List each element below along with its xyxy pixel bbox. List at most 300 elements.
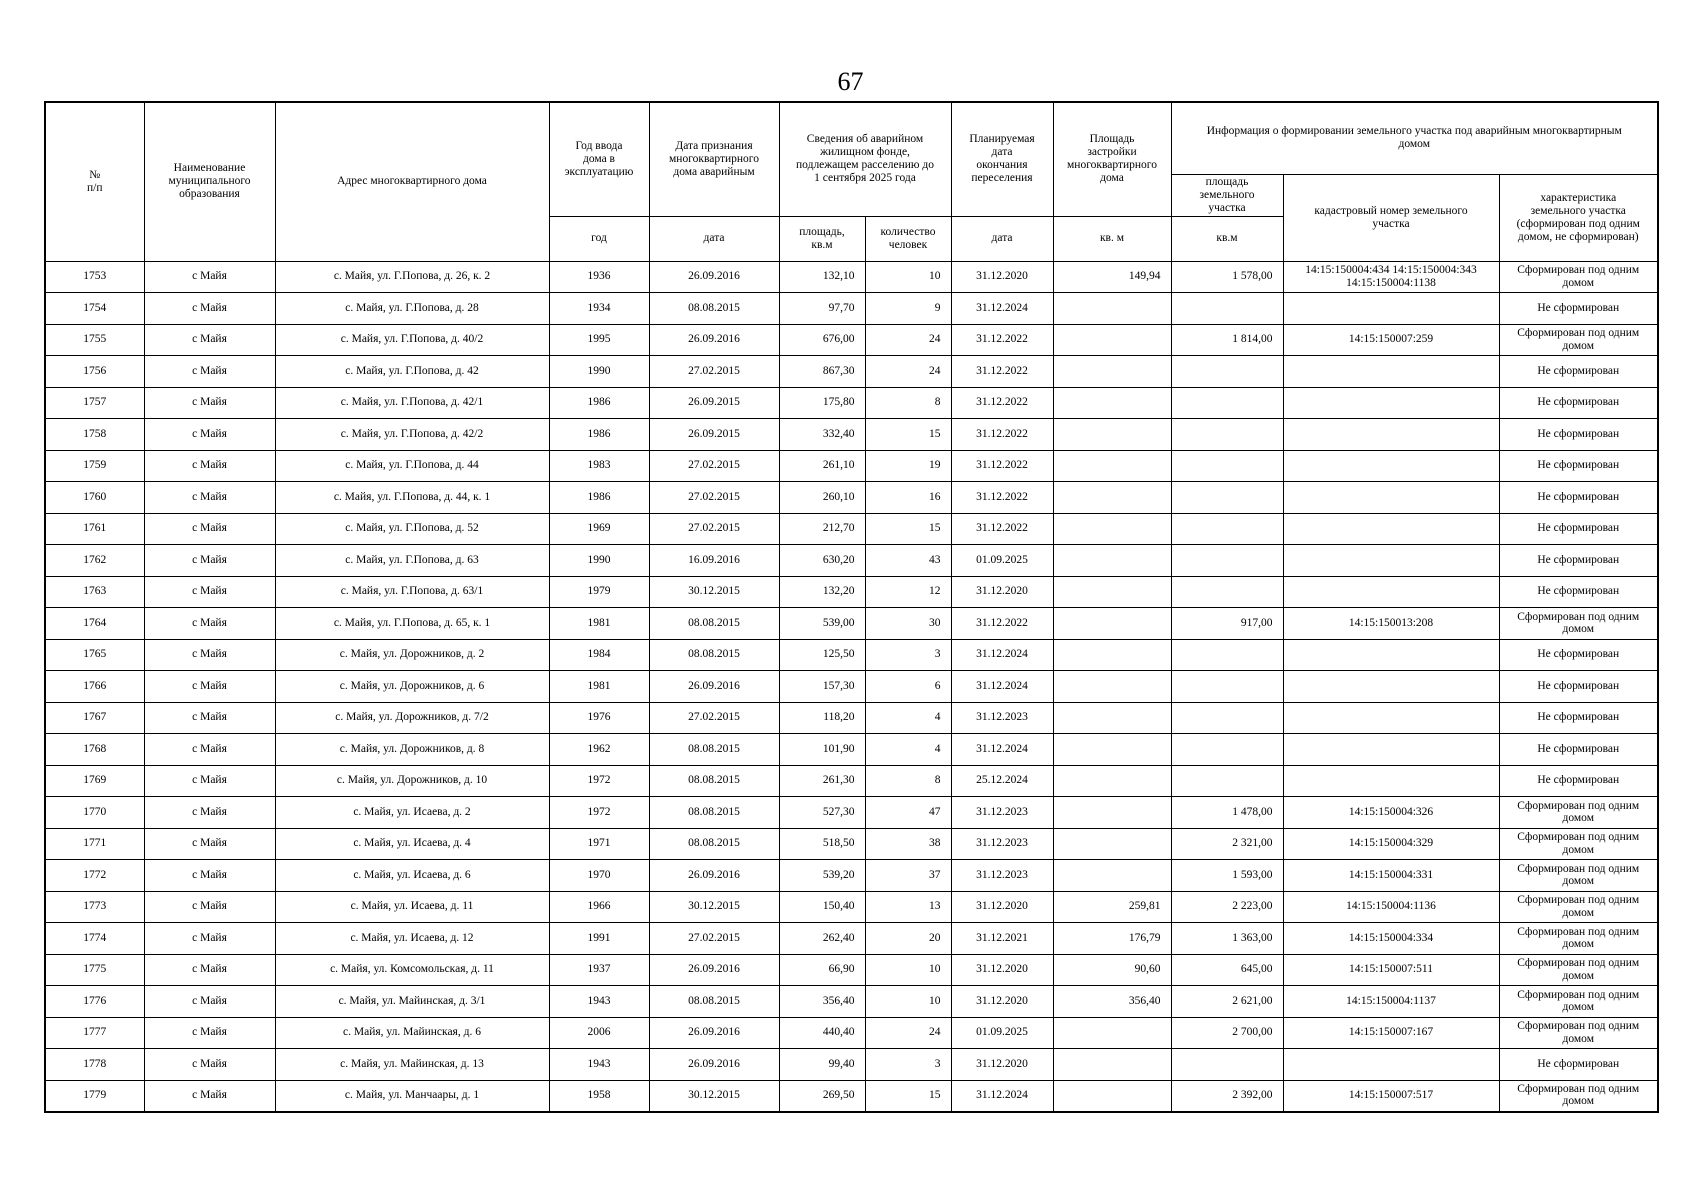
cell-num: 1757: [45, 387, 144, 419]
cell-address: с. Майя, ул. Г.Попова, д. 44: [275, 450, 549, 482]
header-row-1: [45, 102, 1658, 174]
cell-land-area: [1171, 734, 1283, 766]
table-row: [45, 324, 1658, 356]
cell-address: с. Майя, ул. Г.Попова, д. 63/1: [275, 576, 549, 608]
cell-land-status: [1499, 986, 1658, 1018]
cell-address: с. Майя, ул. Дорожников, д. 2: [275, 639, 549, 671]
cell-building-area: [1053, 860, 1171, 892]
cell-cadastral: [1283, 513, 1499, 545]
cell-num: 1769: [45, 765, 144, 797]
table-row: [45, 891, 1658, 923]
cell-people: 47: [865, 797, 951, 829]
table-row: [45, 765, 1658, 797]
cell-num: 1763: [45, 576, 144, 608]
cell-num: 1771: [45, 828, 144, 860]
cell-year: 1971: [549, 828, 649, 860]
cell-num: 1758: [45, 419, 144, 451]
cell-building-area: [1053, 419, 1171, 451]
cell-address: с. Майя, ул. Дорожников, д. 6: [275, 671, 549, 703]
cell-planned-date: 31.12.2024: [951, 1080, 1053, 1112]
cell-address: с. Майя, ул. Г.Попова, д. 65, к. 1: [275, 608, 549, 640]
table-row: [45, 387, 1658, 419]
cell-municipality: с Майя: [144, 419, 275, 451]
cell-people: 4: [865, 734, 951, 766]
cell-land-area: [1171, 293, 1283, 325]
cell-cadastral: [1283, 356, 1499, 388]
land-status-text: Сформирован под одним домом: [1517, 327, 1640, 352]
cell-area: 132,20: [779, 576, 865, 608]
cell-land-status: [1499, 576, 1658, 608]
cell-land-area: 2 700,00: [1171, 1017, 1283, 1049]
cell-planned-date: 31.12.2020: [951, 891, 1053, 923]
cell-area: 356,40: [779, 986, 865, 1018]
cell-recognition-date: 08.08.2015: [649, 608, 779, 640]
cell-planned-date: 31.12.2020: [951, 1049, 1053, 1081]
table-row: [45, 828, 1658, 860]
header-address: Адрес многоквартирного дома: [275, 102, 549, 261]
cell-recognition-date: 08.08.2015: [649, 828, 779, 860]
cell-address: с. Майя, ул. Исаева, д. 4: [275, 828, 549, 860]
land-status-text: Не сформирован: [1537, 427, 1620, 440]
header-land-status: характеристика земельного участка (сформирован под одним домом, не сформирован): [1499, 174, 1658, 261]
cell-num: 1755: [45, 324, 144, 356]
cell-building-area: 90,60: [1053, 954, 1171, 986]
cell-area: 157,30: [779, 671, 865, 703]
land-status-text: Сформирован под одним домом: [1517, 988, 1640, 1013]
cell-cadastral: 14:15:150004:1137: [1283, 986, 1499, 1018]
cell-land-status: [1499, 734, 1658, 766]
cell-people: 10: [865, 986, 951, 1018]
cell-land-status: [1499, 639, 1658, 671]
cell-recognition-date: 08.08.2015: [649, 797, 779, 829]
header-land-info: Информация о формировании земельного участка под аварийным многоквартирным домом: [1171, 102, 1658, 174]
land-status-text: Не сформирован: [1537, 711, 1620, 724]
cell-recognition-date: 26.09.2016: [649, 671, 779, 703]
cell-year: 1990: [549, 545, 649, 577]
cell-municipality: с Майя: [144, 608, 275, 640]
cell-year: 1972: [549, 765, 649, 797]
cell-cadastral: [1283, 639, 1499, 671]
cell-planned-date: 31.12.2022: [951, 324, 1053, 356]
cell-land-area: [1171, 482, 1283, 514]
cell-address: с. Майя, ул. Майинская, д. 13: [275, 1049, 549, 1081]
cell-address: с. Майя, ул. Г.Попова, д. 28: [275, 293, 549, 325]
cell-year: 1937: [549, 954, 649, 986]
table-row: [45, 923, 1658, 955]
cell-municipality: с Майя: [144, 923, 275, 955]
cell-land-area: 1 578,00: [1171, 261, 1283, 293]
header-recognition-date: Дата признания многоквартирного дома аварийным: [649, 102, 779, 216]
cell-building-area: 259,81: [1053, 891, 1171, 923]
unit-people: количество человек: [865, 216, 951, 261]
cell-land-status: [1499, 545, 1658, 577]
cell-area: 175,80: [779, 387, 865, 419]
cell-municipality: с Майя: [144, 765, 275, 797]
cell-year: 1970: [549, 860, 649, 892]
housing-table: [44, 101, 1659, 1113]
cell-area: 101,90: [779, 734, 865, 766]
cell-num: 1773: [45, 891, 144, 923]
cell-area: 518,50: [779, 828, 865, 860]
cell-people: 8: [865, 387, 951, 419]
cell-cadastral: [1283, 450, 1499, 482]
cell-recognition-date: 27.02.2015: [649, 923, 779, 955]
cell-recognition-date: 27.02.2015: [649, 702, 779, 734]
cell-address: с. Майя, ул. Г.Попова, д. 42/2: [275, 419, 549, 451]
cell-address: с. Майя, ул. Исаева, д. 6: [275, 860, 549, 892]
cell-planned-date: 31.12.2020: [951, 986, 1053, 1018]
cell-land-status: [1499, 923, 1658, 955]
cell-area: 867,30: [779, 356, 865, 388]
cell-num: 1756: [45, 356, 144, 388]
land-status-text: Не сформирован: [1537, 742, 1620, 755]
land-status-text: Не сформирован: [1537, 522, 1620, 535]
cell-num: 1772: [45, 860, 144, 892]
land-status-text: Сформирован под одним домом: [1517, 925, 1640, 950]
cell-building-area: [1053, 828, 1171, 860]
cell-planned-date: 25.12.2024: [951, 765, 1053, 797]
unit-year: год: [549, 216, 649, 261]
header-num: № п/п: [45, 102, 144, 261]
cell-year: 1958: [549, 1080, 649, 1112]
cell-cadastral: [1283, 765, 1499, 797]
header-building-area: Площадь застройки многоквартирного дома: [1053, 102, 1171, 216]
cell-building-area: [1053, 639, 1171, 671]
cell-land-status: [1499, 387, 1658, 419]
cell-planned-date: 31.12.2023: [951, 828, 1053, 860]
cell-land-status: [1499, 702, 1658, 734]
cell-area: 66,90: [779, 954, 865, 986]
cell-address: с. Майя, ул. Дорожников, д. 10: [275, 765, 549, 797]
cell-year: 1986: [549, 482, 649, 514]
cell-people: 4: [865, 702, 951, 734]
cell-address: с. Майя, ул. Исаева, д. 2: [275, 797, 549, 829]
cell-land-area: 1 478,00: [1171, 797, 1283, 829]
cell-num: 1778: [45, 1049, 144, 1081]
cell-municipality: с Майя: [144, 293, 275, 325]
cell-cadastral: [1283, 387, 1499, 419]
land-status-text: Не сформирован: [1537, 553, 1620, 566]
cell-building-area: 176,79: [1053, 923, 1171, 955]
cell-year: 1984: [549, 639, 649, 671]
cell-land-area: 2 223,00: [1171, 891, 1283, 923]
cell-municipality: с Майя: [144, 891, 275, 923]
cell-recognition-date: 27.02.2015: [649, 513, 779, 545]
unit-building-area: кв. м: [1053, 216, 1171, 261]
cell-people: 43: [865, 545, 951, 577]
land-status-text: Сформирован под одним домом: [1517, 1020, 1640, 1045]
cell-building-area: [1053, 356, 1171, 388]
cell-building-area: [1053, 482, 1171, 514]
land-status-text: Сформирован под одним домом: [1517, 610, 1640, 635]
table-row: [45, 734, 1658, 766]
cell-building-area: [1053, 450, 1171, 482]
cell-municipality: с Майя: [144, 860, 275, 892]
cell-municipality: с Майя: [144, 1080, 275, 1112]
cell-cadastral: [1283, 702, 1499, 734]
table-row: [45, 608, 1658, 640]
cell-area: 262,40: [779, 923, 865, 955]
cell-land-status: [1499, 891, 1658, 923]
cell-area: 132,10: [779, 261, 865, 293]
table-row: [45, 1080, 1658, 1112]
cell-planned-date: 31.12.2023: [951, 860, 1053, 892]
cell-people: 37: [865, 860, 951, 892]
cell-building-area: [1053, 1080, 1171, 1112]
cell-area: 118,20: [779, 702, 865, 734]
cell-land-area: [1171, 702, 1283, 734]
cell-building-area: [1053, 545, 1171, 577]
cell-land-status: [1499, 293, 1658, 325]
cell-recognition-date: 27.02.2015: [649, 356, 779, 388]
cell-area: 676,00: [779, 324, 865, 356]
land-status-text: Сформирован под одним домом: [1517, 1082, 1640, 1108]
cell-num: 1776: [45, 986, 144, 1018]
cell-land-status: [1499, 324, 1658, 356]
cell-land-area: 1 593,00: [1171, 860, 1283, 892]
cell-cadastral: 14:15:150007:167: [1283, 1017, 1499, 1049]
header-municipality: Наименование муниципального образования: [144, 102, 275, 261]
cell-year: 1995: [549, 324, 649, 356]
cell-municipality: с Майя: [144, 986, 275, 1018]
land-status-text: Сформирован под одним домом: [1517, 957, 1640, 982]
cell-people: 24: [865, 324, 951, 356]
cell-cadastral: 14:15:150004:1136: [1283, 891, 1499, 923]
cell-area: 125,50: [779, 639, 865, 671]
cell-building-area: [1053, 1017, 1171, 1049]
cell-num: 1761: [45, 513, 144, 545]
cell-planned-date: 31.12.2022: [951, 608, 1053, 640]
land-status-text: Не сформирован: [1537, 1057, 1620, 1070]
cell-address: с. Майя, ул. Майинская, д. 6: [275, 1017, 549, 1049]
table-row: [45, 545, 1658, 577]
cell-land-area: 2 392,00: [1171, 1080, 1283, 1112]
cell-recognition-date: 26.09.2016: [649, 1017, 779, 1049]
cell-building-area: [1053, 293, 1171, 325]
cell-land-area: 917,00: [1171, 608, 1283, 640]
cell-building-area: [1053, 576, 1171, 608]
cell-municipality: с Майя: [144, 356, 275, 388]
table-row: [45, 1017, 1658, 1049]
cell-year: 1969: [549, 513, 649, 545]
cell-address: с. Майя, ул. Г.Попова, д. 44, к. 1: [275, 482, 549, 514]
cell-people: 13: [865, 891, 951, 923]
cell-land-area: [1171, 513, 1283, 545]
cell-year: 1990: [549, 356, 649, 388]
cell-people: 20: [865, 923, 951, 955]
cell-recognition-date: 26.09.2016: [649, 860, 779, 892]
cell-year: 1972: [549, 797, 649, 829]
cell-planned-date: 31.12.2022: [951, 482, 1053, 514]
cell-cadastral: 14:15:150004:434 14:15:150004:343 14:15:150004:1138: [1283, 261, 1499, 293]
cell-recognition-date: 27.02.2015: [649, 482, 779, 514]
cell-planned-date: 31.12.2020: [951, 261, 1053, 293]
cell-municipality: с Майя: [144, 671, 275, 703]
cell-area: 97,70: [779, 293, 865, 325]
cell-people: 3: [865, 639, 951, 671]
cell-planned-date: 31.12.2023: [951, 702, 1053, 734]
cell-area: 332,40: [779, 419, 865, 451]
cell-municipality: с Майя: [144, 954, 275, 986]
land-status-text: Не сформирован: [1537, 459, 1620, 472]
cell-land-status: [1499, 1080, 1658, 1112]
header-land-area: площадь земельного участка: [1171, 174, 1283, 216]
cell-address: с. Майя, ул. Г.Попова, д. 40/2: [275, 324, 549, 356]
cell-land-area: [1171, 450, 1283, 482]
cell-area: 269,50: [779, 1080, 865, 1112]
cell-recognition-date: 30.12.2015: [649, 891, 779, 923]
cell-planned-date: 31.12.2023: [951, 797, 1053, 829]
cell-recognition-date: 26.09.2016: [649, 1049, 779, 1081]
cell-municipality: с Майя: [144, 450, 275, 482]
cell-cadastral: [1283, 576, 1499, 608]
cell-planned-date: 01.09.2025: [951, 1017, 1053, 1049]
cell-planned-date: 31.12.2022: [951, 356, 1053, 388]
cell-recognition-date: 30.12.2015: [649, 1080, 779, 1112]
cell-building-area: [1053, 1049, 1171, 1081]
cell-planned-date: 31.12.2024: [951, 671, 1053, 703]
cell-area: 99,40: [779, 1049, 865, 1081]
table-body: [45, 261, 1658, 1112]
cell-cadastral: [1283, 419, 1499, 451]
land-status-text: Не сформирован: [1537, 396, 1620, 409]
cell-num: 1759: [45, 450, 144, 482]
land-status-text: Сформирован под одним домом: [1517, 831, 1640, 856]
cell-building-area: [1053, 702, 1171, 734]
cell-building-area: [1053, 608, 1171, 640]
cell-building-area: [1053, 734, 1171, 766]
header-cadastral: кадастровый номер земельного участка: [1283, 174, 1499, 261]
cell-land-area: [1171, 765, 1283, 797]
cell-num: 1762: [45, 545, 144, 577]
table-header: [45, 102, 1658, 261]
cell-people: 6: [865, 671, 951, 703]
cell-people: 8: [865, 765, 951, 797]
cell-year: 1976: [549, 702, 649, 734]
cell-planned-date: 31.12.2022: [951, 513, 1053, 545]
cell-planned-date: 31.12.2020: [951, 954, 1053, 986]
cell-area: 539,00: [779, 608, 865, 640]
cell-people: 15: [865, 419, 951, 451]
cell-people: 3: [865, 1049, 951, 1081]
land-status-text: Сформирован под одним домом: [1517, 862, 1640, 887]
cell-area: 630,20: [779, 545, 865, 577]
cell-municipality: с Майя: [144, 797, 275, 829]
cell-year: 1991: [549, 923, 649, 955]
table-row: [45, 576, 1658, 608]
cell-year: 1979: [549, 576, 649, 608]
cell-num: 1765: [45, 639, 144, 671]
cell-num: 1767: [45, 702, 144, 734]
cell-address: с. Майя, ул. Г.Попова, д. 26, к. 2: [275, 261, 549, 293]
cell-recognition-date: 27.02.2015: [649, 450, 779, 482]
cell-year: 1983: [549, 450, 649, 482]
cell-address: с. Майя, ул. Г.Попова, д. 42: [275, 356, 549, 388]
table-row: [45, 419, 1658, 451]
cell-land-area: 2 321,00: [1171, 828, 1283, 860]
cell-address: с. Майя, ул. Г.Попова, д. 52: [275, 513, 549, 545]
cell-building-area: [1053, 797, 1171, 829]
cell-address: с. Майя, ул. Майинская, д. 3/1: [275, 986, 549, 1018]
cell-cadastral: 14:15:150007:511: [1283, 954, 1499, 986]
cell-num: 1779: [45, 1080, 144, 1112]
cell-area: 527,30: [779, 797, 865, 829]
cell-recognition-date: 08.08.2015: [649, 765, 779, 797]
cell-land-area: [1171, 639, 1283, 671]
cell-municipality: с Майя: [144, 734, 275, 766]
cell-address: с. Майя, ул. Исаева, д. 12: [275, 923, 549, 955]
land-status-text: Не сформирован: [1537, 490, 1620, 503]
cell-recognition-date: 30.12.2015: [649, 576, 779, 608]
cell-num: 1770: [45, 797, 144, 829]
cell-land-status: [1499, 765, 1658, 797]
cell-planned-date: 31.12.2024: [951, 293, 1053, 325]
cell-land-status: [1499, 608, 1658, 640]
land-status-text: Не сформирован: [1537, 585, 1620, 598]
cell-municipality: с Майя: [144, 513, 275, 545]
cell-address: с. Майя, ул. Г.Попова, д. 63: [275, 545, 549, 577]
cell-year: 1943: [549, 1049, 649, 1081]
cell-cadastral: [1283, 671, 1499, 703]
cell-cadastral: 14:15:150004:329: [1283, 828, 1499, 860]
cell-building-area: [1053, 513, 1171, 545]
cell-land-status: [1499, 356, 1658, 388]
header-year: Год ввода дома в эксплуатацию: [549, 102, 649, 216]
cell-year: 1934: [549, 293, 649, 325]
cell-cadastral: [1283, 734, 1499, 766]
table-row: [45, 293, 1658, 325]
cell-land-area: [1171, 576, 1283, 608]
cell-municipality: с Майя: [144, 1049, 275, 1081]
cell-area: 440,40: [779, 1017, 865, 1049]
cell-people: 9: [865, 293, 951, 325]
table-row: [45, 986, 1658, 1018]
cell-land-status: [1499, 671, 1658, 703]
cell-municipality: с Майя: [144, 482, 275, 514]
cell-area: 261,10: [779, 450, 865, 482]
cell-address: с. Майя, ул. Дорожников, д. 7/2: [275, 702, 549, 734]
cell-land-area: [1171, 419, 1283, 451]
cell-year: 1986: [549, 419, 649, 451]
land-status-text: Не сформирован: [1537, 364, 1620, 377]
cell-year: 1986: [549, 387, 649, 419]
table-row: [45, 1049, 1658, 1081]
cell-municipality: с Майя: [144, 828, 275, 860]
cell-address: с. Майя, ул. Дорожников, д. 8: [275, 734, 549, 766]
cell-address: с. Майя, ул. Манчаары, д. 1: [275, 1080, 549, 1112]
cell-num: 1768: [45, 734, 144, 766]
table-row: [45, 797, 1658, 829]
cell-municipality: с Майя: [144, 639, 275, 671]
cell-land-status: [1499, 261, 1658, 293]
land-status-text: Не сформирован: [1537, 648, 1620, 661]
cell-people: 24: [865, 1017, 951, 1049]
cell-num: 1774: [45, 923, 144, 955]
cell-address: с. Майя, ул. Исаева, д. 11: [275, 891, 549, 923]
cell-land-status: [1499, 860, 1658, 892]
cell-planned-date: 31.12.2022: [951, 419, 1053, 451]
land-status-text: Не сформирован: [1537, 679, 1620, 692]
cell-num: 1764: [45, 608, 144, 640]
cell-num: 1766: [45, 671, 144, 703]
cell-people: 19: [865, 450, 951, 482]
land-status-text: Сформирован под одним домом: [1517, 894, 1640, 919]
cell-cadastral: 14:15:150013:208: [1283, 608, 1499, 640]
cell-year: 1943: [549, 986, 649, 1018]
cell-land-status: [1499, 1017, 1658, 1049]
cell-recognition-date: 26.09.2015: [649, 387, 779, 419]
cell-land-status: [1499, 450, 1658, 482]
